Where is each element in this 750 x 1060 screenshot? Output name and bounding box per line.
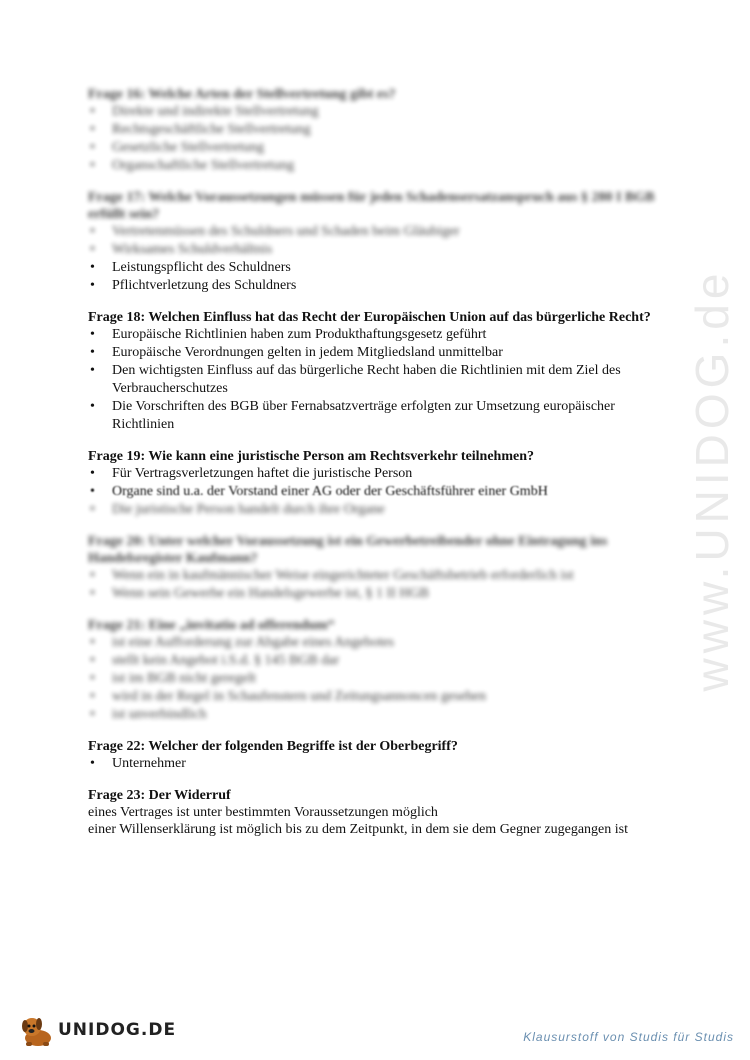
- list-item: • Den wichtigsten Einfluss auf das bürgerliche Recht haben die Richtlinien mit dem Ziel des Verbraucherschutzes: [88, 362, 668, 398]
- question-title: Frage 22: Welcher der folgenden Begriffe ist der Oberbegriff?: [88, 739, 458, 754]
- list-item: • ist eine Aufforderung zur Abgabe eines Angebotes: [88, 634, 668, 652]
- answer-list: [88, 755, 668, 773]
- list-item: • Europäische Verordnungen gelten in jedem Mitgliedsland unmittelbar: [88, 344, 668, 362]
- list-item: • Pflichtverletzung des Schuldners: [88, 277, 668, 295]
- question-20: [88, 533, 668, 603]
- list-item: • Rechtsgeschäftliche Stellvertretung: [88, 121, 668, 139]
- answer-list: [88, 103, 668, 175]
- list-item: • Leistungspflicht des Schuldners: [88, 259, 668, 277]
- document-body: [88, 86, 668, 852]
- answer-line: einer Willenserklärung ist möglich bis zu dem Zeitpunkt, in dem sie dem Gegner zugegangen ist: [88, 822, 628, 837]
- watermark: www.UNIDOG.de: [686, 268, 738, 692]
- question-17: [88, 189, 668, 295]
- logo-text: UNIDOG.DE: [58, 1020, 177, 1040]
- list-item: • Direkte und indirekte Stellvertretung: [88, 103, 668, 121]
- answer-list: [88, 634, 668, 724]
- list-item: • Wirksames Schuldverhältnis: [88, 241, 668, 259]
- answer-list: [88, 465, 668, 519]
- list-item: • Organe sind u.a. der Vorstand einer AG oder der Geschäftsführer einer GmbH: [88, 483, 668, 501]
- answer-list: [88, 326, 668, 434]
- question-title: Frage 21: Eine „invitatio ad offerendum“: [88, 618, 335, 633]
- list-item: • Europäische Richtlinien haben zum Produkthaftungsgesetz geführt: [88, 326, 668, 344]
- question-18: [88, 309, 668, 434]
- list-item: • Für Vertragsverletzungen haftet die juristische Person: [88, 465, 668, 483]
- question-title: Frage 16: Welche Arten der Stellvertretung gibt es?: [88, 87, 396, 102]
- list-item: • Wenn sein Gewerbe ein Handelsgewerbe ist, § 1 II HGB: [88, 585, 668, 603]
- question-title: Frage 17: Welche Voraussetzungen müssen für jeden Schadensersatzanspruch aus § 280 I BGB erfüllt sein?: [88, 190, 655, 222]
- list-item: • ist unverbindlich: [88, 706, 668, 724]
- list-item: • stellt kein Angebot i.S.d. § 145 BGB dar: [88, 652, 668, 670]
- list-item: • wird in der Regel in Schaufenstern und Zeitungsannoncen gesehen: [88, 688, 668, 706]
- answer-list: [88, 223, 668, 295]
- question-title: Frage 18: Welchen Einfluss hat das Recht der Europäischen Union auf das bürgerliche Recht?: [88, 310, 651, 325]
- question-22: [88, 738, 668, 773]
- answer-line: eines Vertrages ist unter bestimmten Voraussetzungen möglich: [88, 805, 438, 820]
- question-title: Frage 23: Der Widerruf: [88, 788, 231, 803]
- answer-list: [88, 567, 668, 603]
- question-23: [88, 787, 668, 838]
- question-19: [88, 448, 668, 519]
- list-item: • Vertretenmüssen des Schuldners und Schaden beim Gläubiger: [88, 223, 668, 241]
- dog-mascot-icon: [18, 1014, 58, 1048]
- list-item: • Organschaftliche Stellvertretung: [88, 157, 668, 175]
- list-item: • Die juristische Person handelt durch ihre Organe: [88, 501, 668, 519]
- question-16: [88, 86, 668, 175]
- question-21: [88, 617, 668, 724]
- footer-tagline: Klausurstoff von Studis für Studis: [523, 1030, 734, 1044]
- question-title: Frage 20: Unter welcher Voraussetzung ist ein Gewerbetreibender ohne Eintragung ins Handelsregister Kaufmann?: [88, 534, 608, 566]
- unidog-logo: [18, 1014, 177, 1048]
- list-item: • ist im BGB nicht geregelt: [88, 670, 668, 688]
- question-title: Frage 19: Wie kann eine juristische Person am Rechtsverkehr teilnehmen?: [88, 449, 535, 464]
- list-item: • Wenn ein in kaufmännischer Weise eingerichteter Geschäftsbetrieb erforderlich ist: [88, 567, 668, 585]
- list-item: • Unternehmer: [88, 755, 668, 773]
- list-item: • Die Vorschriften des BGB über Fernabsatzverträge erfolgten zur Umsetzung europäischer Richtlinien: [88, 398, 668, 434]
- list-item: • Gesetzliche Stellvertretung: [88, 139, 668, 157]
